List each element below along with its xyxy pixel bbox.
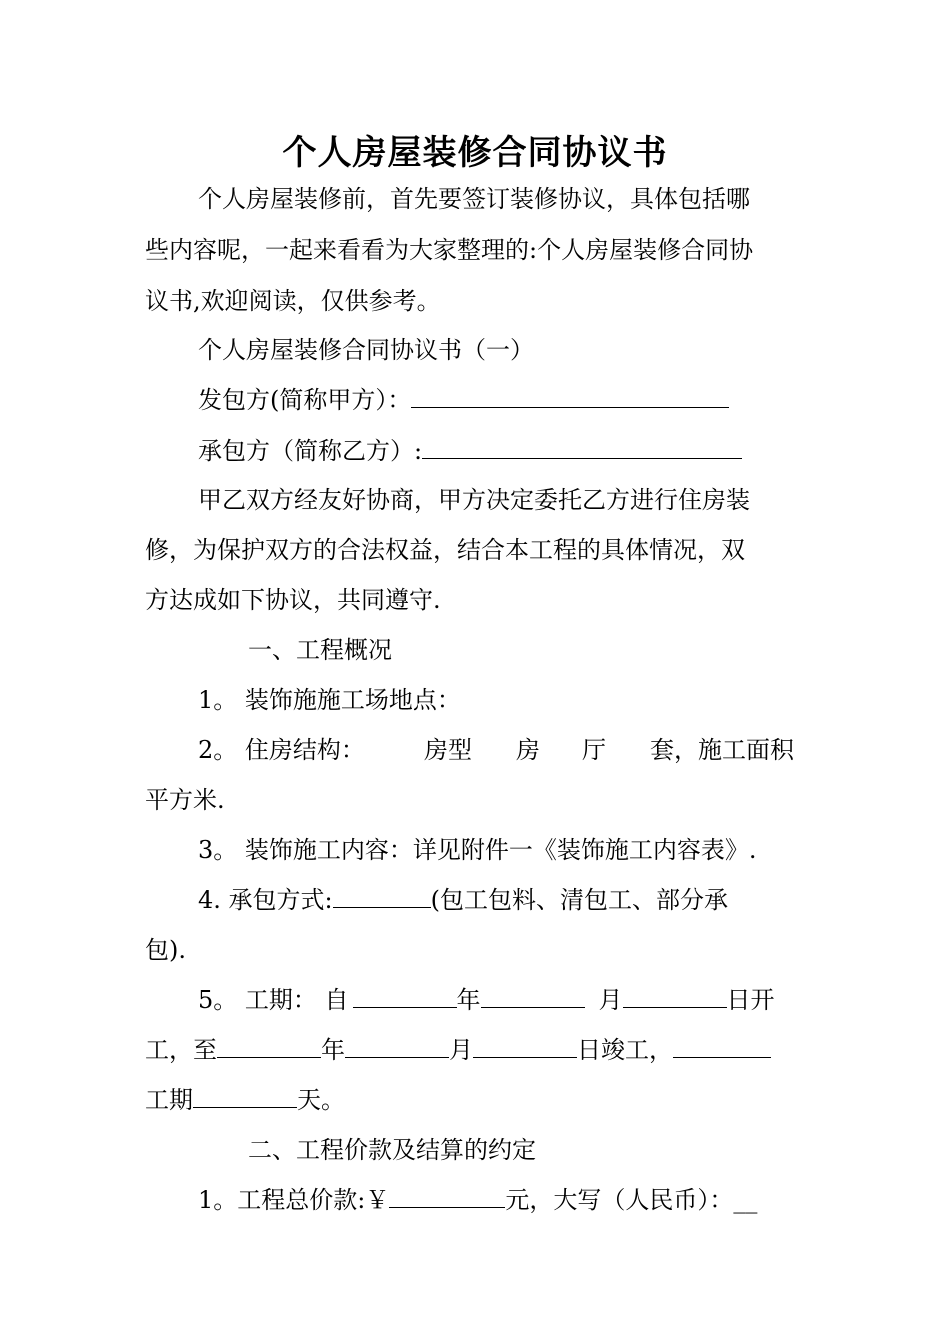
party-a-label: 发包方(简称甲方）： (198, 386, 412, 414)
document-title: 个人房屋装修合同协议书 (282, 133, 668, 173)
price-words: 元，大写（人民币）：__ (505, 1186, 758, 1214)
item5-start-year-blank (353, 983, 457, 1008)
item5-end-year-blank (217, 1033, 321, 1058)
party-b-blank (422, 434, 742, 459)
item2-room: 房 (516, 736, 540, 764)
item5-end-year: 年 (321, 1036, 345, 1064)
section2-item1 (198, 1183, 757, 1217)
section1-item4 (198, 883, 728, 917)
item5-completion: 日竣工， (577, 1036, 673, 1064)
section1-item5-line3 (145, 1083, 345, 1117)
item5-extra-blank (673, 1033, 771, 1058)
section1-item3: 3。 装饰施工内容：详见附件一《装饰施工内容表》. (198, 836, 757, 864)
intro-line-1: 个人房屋装修前，首先要签订装修协议，具体包括哪 (198, 185, 750, 213)
intro-line-3: 议书,欢迎阅读，仅供参考。 (145, 287, 441, 315)
item5-to: 工，至 (145, 1036, 217, 1064)
price-blank (389, 1183, 505, 1208)
party-b-row (198, 434, 742, 468)
item5-end-month-blank (345, 1033, 449, 1058)
section1-item1: 1。 装饰施施工场地点： (198, 686, 461, 714)
item4-blank (333, 883, 431, 908)
item5-month: 月 (598, 986, 623, 1014)
party-a-row (198, 383, 729, 417)
item5-end-day-blank (473, 1033, 577, 1058)
section2-heading: 二、工程价款及结算的约定 (248, 1136, 536, 1164)
item2-label: 2。 住房结构： (198, 736, 365, 764)
item2-room-type: 房型 (424, 736, 472, 764)
section1-item4-cont: 包). (145, 936, 186, 964)
item5-days: 天。 (297, 1086, 345, 1114)
section1-heading: 一、工程概况 (248, 636, 392, 664)
contract-subtitle: 个人房屋装修合同协议书（一） (198, 336, 534, 364)
item5-day: 日开 (726, 986, 775, 1014)
agreement-line-3: 方达成如下协议，共同遵守. (145, 586, 441, 614)
item5-start-day-blank (623, 983, 727, 1008)
item5-end-month: 月 (449, 1036, 473, 1064)
agreement-line-2: 修，为保护双方的合法权益，结合本工程的具体情况，双 (145, 536, 745, 564)
section1-item5-line2 (145, 1033, 771, 1067)
item4-options: (包工包料、清包工、部分承 (430, 886, 728, 914)
item5-year: 年 (456, 986, 481, 1014)
item5-duration-blank (193, 1083, 297, 1108)
item5-duration-label: 工期 (145, 1086, 193, 1114)
item2-suite-area: 套，施工面积 (650, 736, 794, 764)
party-b-label: 承包方（简称乙方）: (198, 437, 423, 465)
party-a-blank (411, 383, 729, 408)
agreement-line-1: 甲乙双方经友好协商，甲方决定委托乙方进行住房装 (198, 486, 750, 514)
intro-line-2: 些内容呢，一起来看看为大家整理的:个人房屋装修合同协 (145, 236, 754, 264)
section1-item2-cont: 平方米. (145, 786, 225, 814)
item2-hall: 厅 (582, 736, 606, 764)
section1-item2 (198, 733, 808, 767)
item4-label: 4. 承包方式: (198, 886, 333, 914)
section1-item5-line1 (198, 983, 775, 1017)
item5-start-month-blank (481, 983, 585, 1008)
price-label: 1。工程总价款:￥ (198, 1186, 390, 1214)
item5-label: 5。 工期： 自 (198, 986, 349, 1014)
